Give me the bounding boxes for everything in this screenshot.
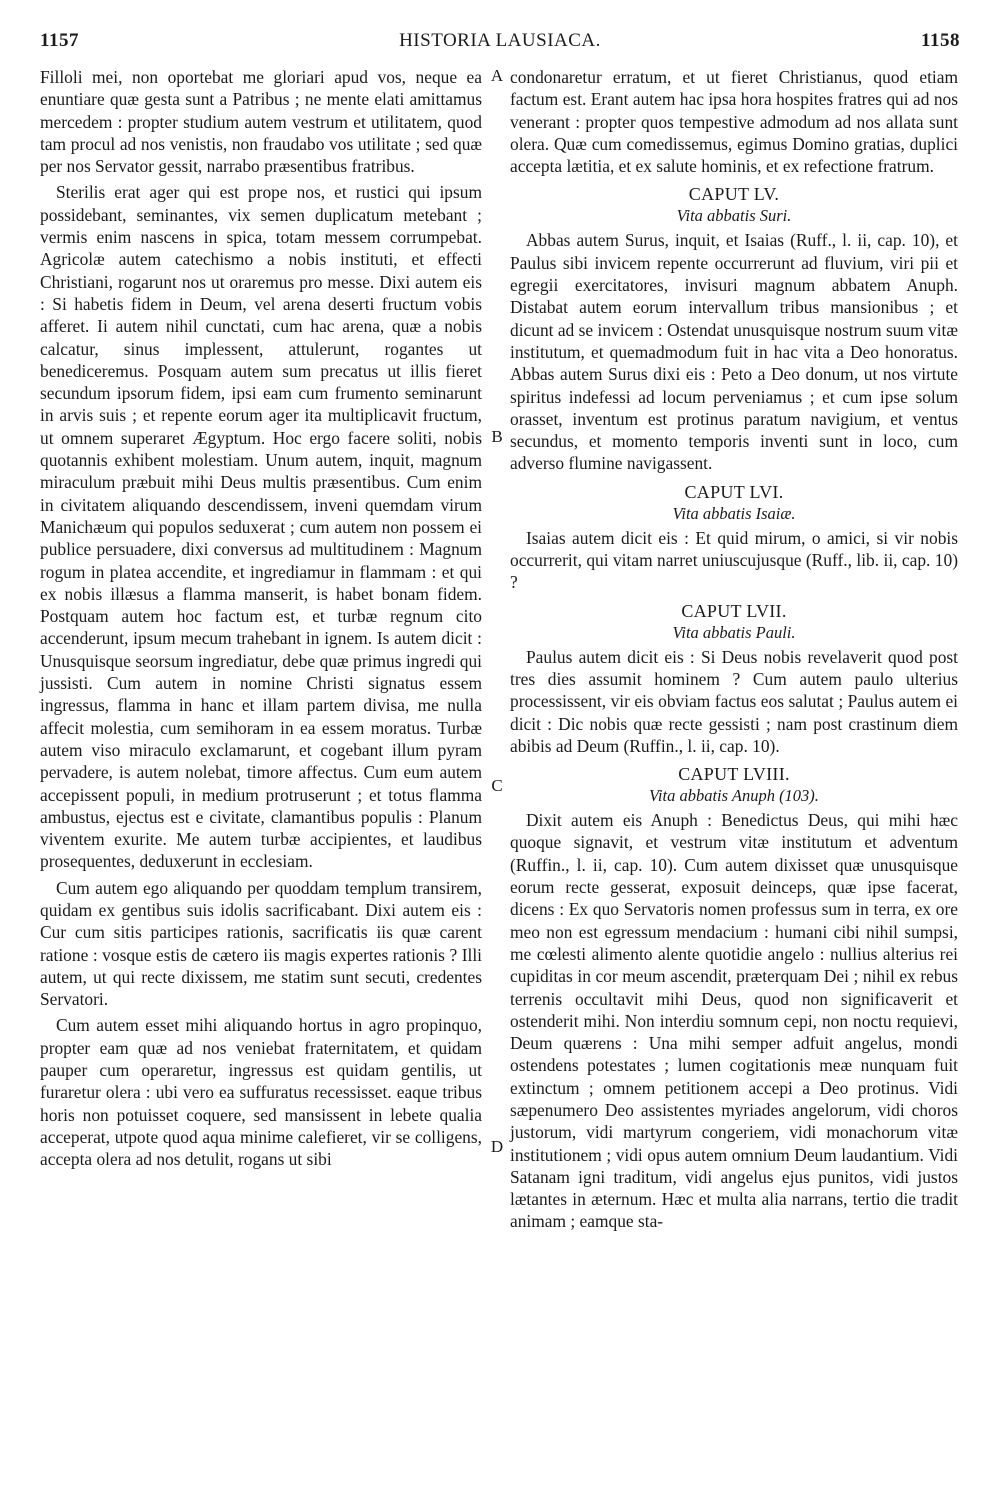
page-number-left: 1157 [40,30,79,51]
chapter-subtitle: Vita abbatis Anuph (103). [649,786,819,806]
chapter-heading: CAPUT LVIII. [678,764,790,785]
chapter-heading: CAPUT LVII. [681,600,787,621]
paragraph: Abbas autem Surus, inquit, et Isaias (Ruff., l. ii, cap. 10), et Paulus sibi invicem repente occurrerunt ad fluvium, viri pii et egregii exercitatores, invisuri magnum abbatem Anuph. Distabat autem eorum intervallum tribus mansionibus ; et dicunt ad se invicem : Ostendat unusquisque nostrum suum vitæ institutum, et quemadmodum fuit in hac vita a Deo honoratus. Abbas autem Surus dixi eis : Peto a Deo donum, ut nos virtute spiritus indefessi ad locum perveniamus ; et cum ipse solum orasset, inventum est protinus paratum navigium, et ventus secundus, et momento temporis inventi sunt in loco, cum adverso flumine navigassent. [510,230,958,474]
margin-marker-d: D [490,1137,504,1156]
margin-marker-a: A [490,66,504,85]
paragraph: Paulus autem dicit eis : Si Deus nobis revelaverit quod post tres dies assumit hominem ? Cum autem paulo ulterius processissent, vir eis obviam factus eos salutat ; Paulus autem ei dicit : Dic nobis quæ recte gessisti ; nam post crastinum diem abibis ad Deum (Ruffin., l. ii, cap. 10). [510,646,958,756]
paragraph: condonaretur erratum, et ut fieret Christianus, quod etiam factum est. Erant autem hac ipsa hora hospites fratres qui ad nos venerant : propter quos tempestive admodum ad nos allata sunt olera. Quæ cum comedissemus, egimus Domino gratias, duplici accepta lætitia, et ex salute hominis, et ex refectione fratrum. [510,67,958,177]
chapter-heading: CAPUT LVI. [684,481,784,502]
paragraph: Dixit autem eis Anuph : Benedictus Deus, qui mihi hæc quoque signavit, et vestrum vitæ institutum et adventum (Ruffin., l. ii, cap. 10). Cum autem dixisset quæ unusquisque eorum recte gesserat, exposuit deinceps, quæ ipse facerat, dicens : Ex quo Servatoris nomen professus sum in terra, ex ore meo non est egressum mendacium : humani cibi nihil sumpsi, me cœlesti alimento alente quotidie angelo : nullius alterius rei cupiditas in cor meum ascendit, præterquam Dei ; nihil ex rebus terrenis occultavit mihi Deus, quod non significaverit et ostenderit mihi. Non interdiu somnum cepi, non noctu requievi, Deum quærens : Una mihi semper adfuit angelus, mondi ostendens potestates ; lumen cogitationis meæ nunquam fuit extinctum ; omnem petitionem accepi a Deo protinus. Vidi sæpenumero Deo assistentes myriades angelorum, vidi choros justorum, vidi martyrum congeriem, vidi monachorum vitæ institutionem ; vidi opus autem omnium Deum laudantium. Vidi Satanam igni traditum, vidi angelus ejus punitos, vidi justos lætantes in æternum. Hæc et multa alia narrans, tertio die tradit animam ; eamque sta- [510,810,958,1232]
margin-marker-c: C [491,776,503,795]
chapter-subtitle: Vita abbatis Isaiæ. [672,503,796,523]
paragraph: Cum autem esset mihi aliquando hortus in agro propinquo, propter eam quæ ad nos veniebat fraternitatem, et quidam pauper cum operaretur, ingressus est quidam gentilis, ut furaretur olera : ubi vero ea suffuratus recessisset. eaque tribus horis non potuisset coquere, sed mansissent in lebete qualia acceperat, utpote quod aqua minime calefieret, vir se colligens, accepta olera ad nos detulit, rogans ut sibi [40,1015,482,1170]
chapter-subtitle: Vita abbatis Suri. [676,206,792,226]
margin-marker-b: B [491,427,503,446]
paragraph: Filloli mei, non oportebat me gloriari apud vos, neque ea enuntiare quæ gesta sunt a Patribus ; ne mente elati amittamus mercedem : propter studium autem vestrum et utilitatem, quod tam procul ad nos venistis, non fraudabo vos utilitate ; sed quæ per nos Servator gessit, narrabo præsentibus fratribus. [40,67,482,177]
paragraph: Cum autem ego aliquando per quoddam templum transirem, quidam ex gentibus suis idolis sacrificabant. Dixi autem eis : Cur cum sitis participes rationis, sacrificatis iis quæ carent ratione : vosque estis de cætero iis magis expertes rationis ? Illi autem, ut qui recte dixissem, me statim sunt secuti, credentes Servatori. [40,877,482,1010]
right-column [510,66,958,1237]
running-title: HISTORIA LAUSIACA. [399,30,601,51]
page-header [40,30,960,60]
chapter-subtitle: Vita abbatis Pauli. [672,622,796,642]
paragraph: Sterilis erat ager qui est prope nos, et rustici qui ipsum possidebant, seminantes, vix semen duplicatum metebant ; vermis enim nascens in spica, totam messem corrumpebat. Agricolæ autem catechismo a nobis instituti, et effecti Christiani, rogarunt nos ut oraremus pro messe. Dixi autem eis : Si habetis fidem in Deum, vel arena deserti fructum vobis afferet. Ii autem nihil cunctati, cum hac arena, quæ a nobis calcatur, sinus implessent, attulerunt, rogantes ut benediceremus. Posquam autem sum precatus ut illis fieret secundum ipsorum fidem, ipsi eam cum frumento seminarunt in arvis suis ; et repente eorum ager ita multiplicavit fructum, ut omnem superaret Ægyptum. Hoc ergo facere soliti, nobis quotannis exhibent molestiam. Unum autem, inquit, magnum miraculum præbuit mihi Deus multis præsentibus. Cum enim in civitatem aliquando descendissem, inveni quemdam virum Manichæum qui populos seduxerat ; cum autem non possem ei publice persuadere, dixi conversus ad multitudinem : Magnum rogum in platea accendite, et ingrediamur in flammam : et qui ex nobis illæsus a flamma manserit, is habet bonam fidem. Postquam autem hoc factum est, et turbæ regnum cito accenderunt, ipsum mecum trahebant in ignem. Is autem dicit : Unusquisque seorsum ingrediatur, debe quæ primus ingredi qui jussisti. Cum autem in nomine Christi signatus essem ingressus, flamma in hanc et illam partem divisa, me nulla affecit molestia, cum semihoram in ea essem moratus. Turbæ autem viso miraculo exclamarunt, et cogebant illum pyram pervadere, is autem nolebat, timore affectus. Cum eum autem accepissent populi, in medium protruserunt ; et totus flamma ambustus, ejectus est e civitate, clamantibus populis : Planum viventem exurite. Me autem turbæ accipientes, et laudibus prosequentes, deduxerunt in ecclesiam. [40,182,482,872]
left-column [40,66,482,1175]
chapter-heading: CAPUT LV. [688,184,780,205]
paragraph: Isaias autem dicit eis : Et quid mirum, o amici, si vir nobis occurrerit, qui vitam narret uniuscujusque (Ruff., lib. ii, cap. 10) ? [510,527,958,593]
page-number-right: 1158 [921,30,960,51]
